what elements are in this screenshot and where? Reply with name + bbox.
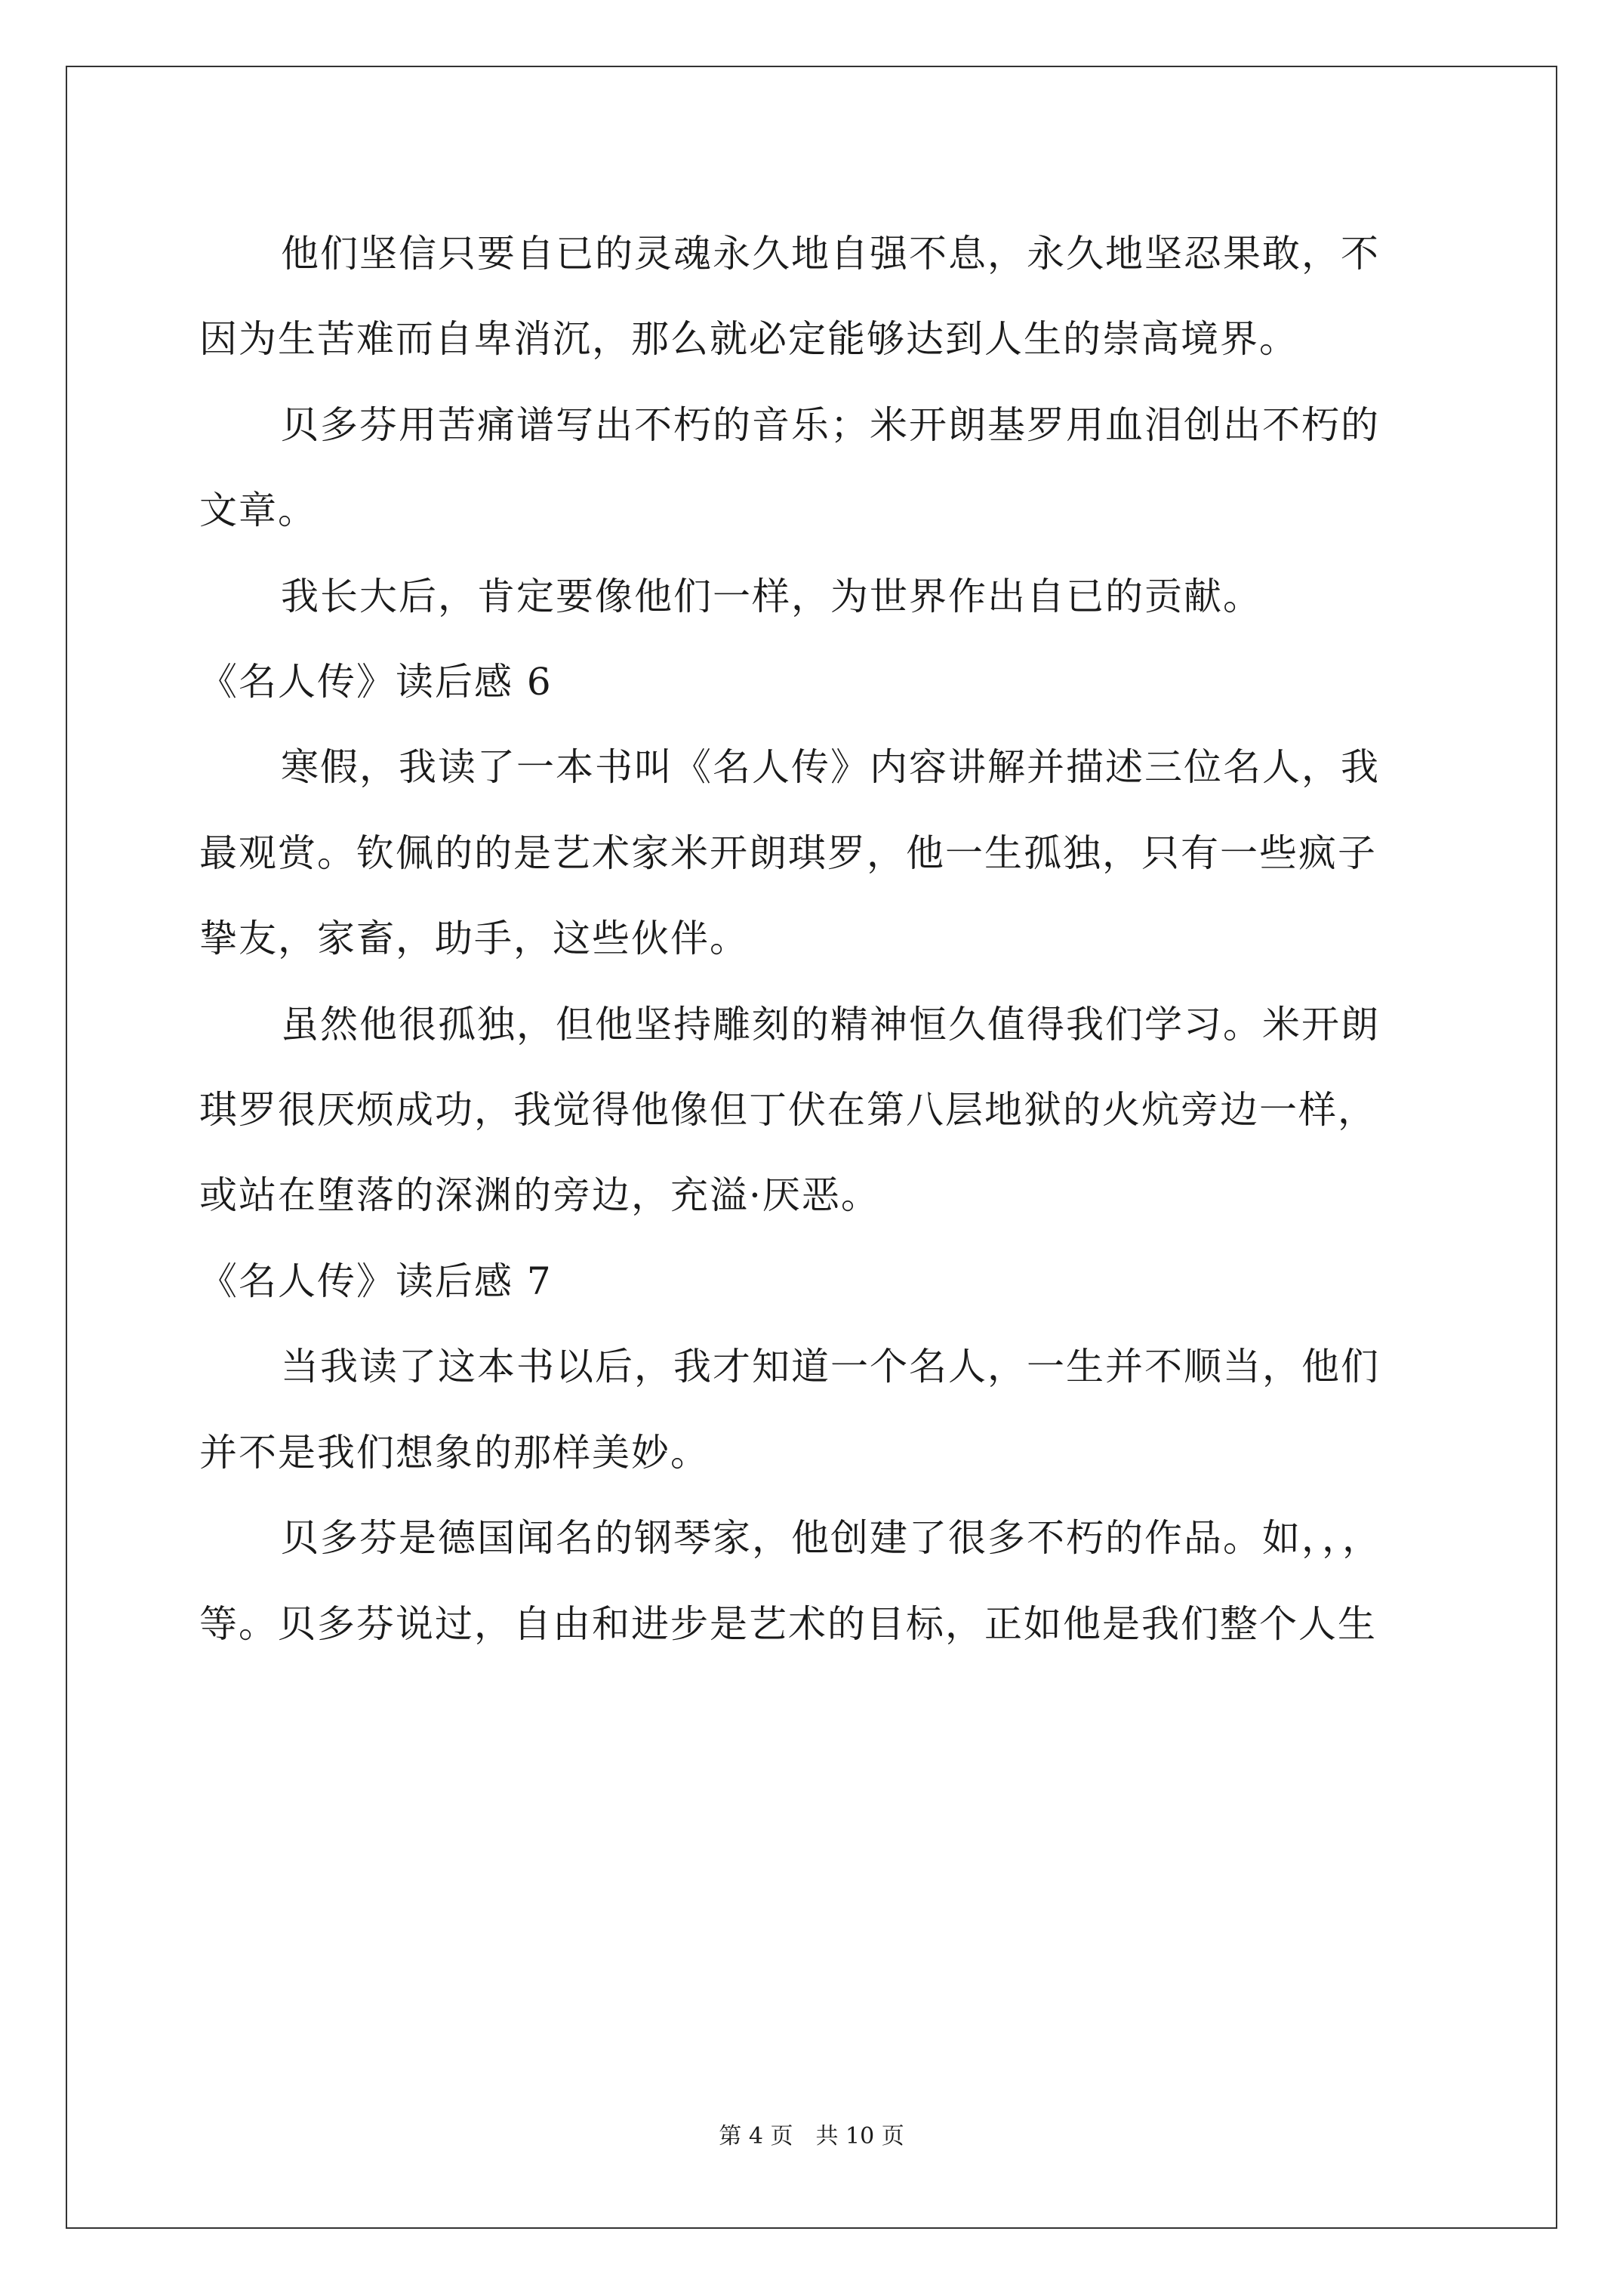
text-line: 并不是我们想象的那样美妙。 — [199, 1430, 710, 1475]
text-line: 贝多芬是德国闻名的钢琴家，他创建了很多不朽的作品。如，，， — [281, 1516, 1381, 1561]
text-line: 等。贝多芬说过，自由和进步是艺术的目标，正如他是我们整个人生 — [199, 1601, 1377, 1646]
text-line: 琪罗很厌烦成功，我觉得他像但丁伏在第八层地狱的火炕旁边一样， — [199, 1088, 1377, 1133]
text-line: 最观赏。钦佩的的是艺术家米开朗琪罗，他一生孤独，只有一些疯子 — [199, 831, 1377, 875]
text-line: 他们坚信只要自已的灵魂永久地自强不息，永久地坚忍果敢，不 — [281, 232, 1380, 276]
text-line: 贝多芬用苦痛谱写出不朽的音乐；米开朗基罗用血泪创出不朽的 — [281, 402, 1380, 447]
text-line: 虽然他很孤独，但他坚持雕刻的精神恒久值得我们学习。米开朗 — [281, 1002, 1380, 1046]
text-line: 文章。 — [199, 488, 317, 533]
text-line: 或站在堕落的深渊的旁边，充溢·厌恶。 — [199, 1173, 880, 1218]
text-line: 我长大后，肯定要像他们一样，为世界作出自已的贡献。 — [281, 574, 1262, 618]
text-line: 因为生苦难而自卑消沉，那么就必定能够达到人生的崇高境界。 — [199, 317, 1298, 362]
document-body — [199, 211, 1434, 1667]
page-number-footer: 第 4 页 共 10 页 — [719, 2123, 904, 2150]
text-line: 挚友，家畜，助手，这些伙伴。 — [199, 917, 749, 961]
section-heading: 《名人传》读后感 6 — [199, 660, 553, 704]
text-line: 当我读了这本书以后，我才知道一个名人，一生并不顺当，他们 — [281, 1345, 1380, 1389]
section-heading: 《名人传》读后感 7 — [199, 1259, 553, 1303]
text-line: 寒假，我读了一本书叫《名人传》内容讲解并描述三位名人，我 — [281, 745, 1380, 790]
